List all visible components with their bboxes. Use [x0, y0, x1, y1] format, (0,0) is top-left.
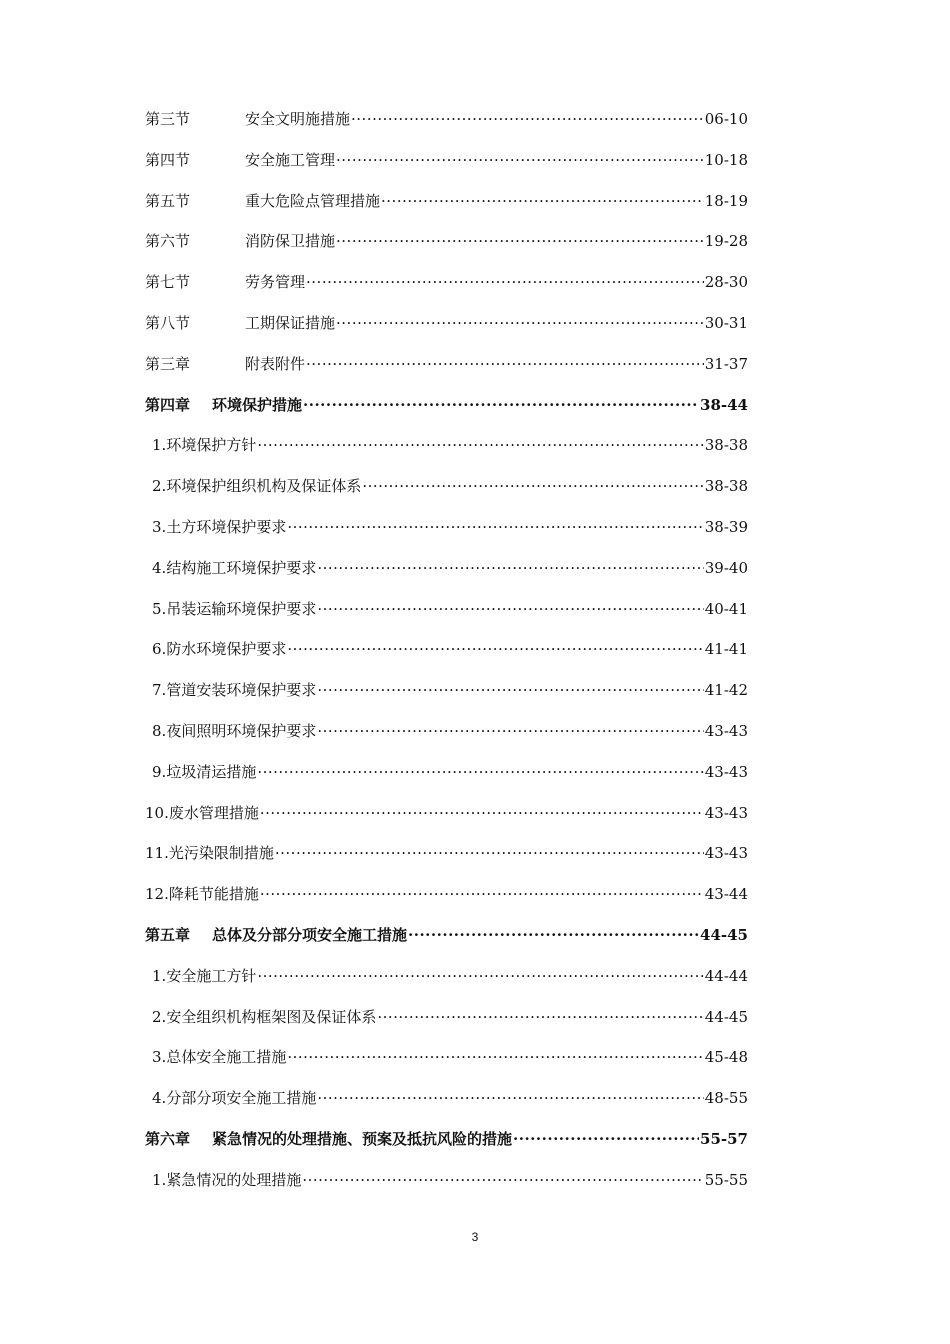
toc-entry [145, 344, 748, 385]
toc-entry-pages: 39-40 [704, 558, 748, 577]
toc-entry-number: 2. [152, 1007, 167, 1026]
toc-dot-leader [317, 1078, 703, 1119]
toc-entry-number: 2. [152, 477, 167, 496]
toc-entry-title: 防水环境保护要求 [166, 640, 287, 659]
toc-entry-pages: 44-44 [704, 966, 748, 985]
toc-entry-title: 总体安全施工措施 [166, 1048, 287, 1067]
toc-entry-pages: 06-10 [704, 110, 748, 128]
toc-entry-title: 结构施工环境保护要求 [166, 558, 317, 577]
toc-entry-pages: 44-45 [700, 925, 748, 944]
toc-entry-number: 第三章 [145, 354, 191, 373]
toc-entry-title: 紧急情况的处理措施 [166, 1170, 302, 1189]
toc-entry [145, 956, 748, 997]
page-number: 3 [471, 1230, 479, 1244]
toc-entry-pages: 28-30 [704, 273, 748, 292]
toc-entry-number: 6. [152, 640, 167, 659]
toc-entry-pages: 43-44 [704, 885, 748, 904]
toc-entry-title: 安全文明施措施 [245, 110, 351, 128]
toc-entry [145, 262, 748, 303]
toc-entry-number: 第七节 [145, 273, 191, 292]
toc-entry-number: 第三节 [145, 110, 191, 128]
toc-dot-leader [287, 1037, 703, 1078]
toc-entry-pages: 43-43 [704, 803, 748, 822]
toc-entry-title: 环境保护措施 [212, 395, 303, 414]
toc-dot-leader [336, 303, 704, 344]
toc-entry-title: 安全组织机构框架图及保证体系 [166, 1007, 377, 1026]
toc-dot-leader [287, 507, 703, 548]
toc-entry [145, 99, 748, 140]
toc-entry-title: 夜间照明环境保护要求 [166, 721, 317, 740]
toc-entry-pages: 43-43 [704, 844, 748, 863]
toc-entry-pages: 44-45 [704, 1007, 748, 1026]
toc-entry-number: 第五章 [145, 925, 191, 944]
toc-entry-number: 9. [152, 762, 167, 781]
toc-entry [145, 711, 748, 752]
toc-entry [145, 548, 748, 589]
toc-dot-leader [306, 344, 704, 385]
toc-entry-title: 工期保证措施 [245, 313, 336, 332]
toc-entry [145, 997, 748, 1038]
toc-entry-pages: 31-37 [704, 354, 748, 373]
toc-dot-leader [317, 589, 703, 630]
toc-entry-pages: 38-44 [700, 395, 748, 414]
toc-entry-number: 第四章 [145, 395, 191, 414]
toc-entry [145, 221, 748, 262]
toc-entry [145, 1078, 748, 1119]
toc-dot-leader [317, 711, 703, 752]
toc-entry [145, 752, 748, 793]
toc-dot-leader [306, 262, 704, 303]
toc-entry [145, 874, 748, 915]
toc-entry [145, 181, 748, 222]
toc-dot-leader [317, 548, 703, 589]
toc-entry-title: 土方环境保护要求 [166, 517, 287, 536]
toc-entry-pages: 43-43 [704, 762, 748, 781]
toc-entry-title: 垃圾清运措施 [166, 762, 257, 781]
toc-entry-number: 第六章 [145, 1129, 191, 1148]
toc-entry-pages: 10-18 [704, 150, 748, 169]
toc-chapter-entry [145, 385, 748, 426]
toc-entry [145, 833, 748, 874]
toc-dot-leader [362, 466, 703, 507]
toc-entry-number: 3. [152, 1048, 167, 1067]
toc-dot-leader [513, 1119, 699, 1160]
toc-entry-pages: 55-57 [700, 1129, 748, 1148]
toc-entry [145, 1160, 748, 1201]
toc-entry-pages: 45-48 [704, 1048, 748, 1067]
toc-chapter-entry [145, 915, 748, 956]
toc-entry-number: 3. [152, 517, 167, 536]
toc-entry-pages: 43-43 [704, 721, 748, 740]
toc-entry-title: 安全施工管理 [245, 150, 336, 169]
toc-dot-leader [257, 956, 703, 997]
toc-entry [145, 466, 748, 507]
toc-entry-title: 附表附件 [245, 354, 306, 373]
toc-entry-title: 劳务管理 [245, 273, 306, 292]
toc-dot-leader [317, 670, 703, 711]
toc-entry-title: 紧急情况的处理措施、预案及抵抗风险的措施 [212, 1129, 513, 1148]
toc-entry-number: 第五节 [145, 191, 191, 210]
toc-entry-pages: 48-55 [704, 1089, 748, 1108]
toc-entry [145, 425, 748, 466]
toc-dot-leader [260, 793, 704, 834]
toc-entry [145, 589, 748, 630]
toc-entry-title: 降耗节能措施 [168, 885, 259, 904]
toc-entry [145, 629, 748, 670]
toc-entry-pages: 38-38 [704, 477, 748, 496]
toc-entry-title: 废水管理措施 [168, 803, 259, 822]
toc-dot-leader [336, 140, 704, 181]
toc-entry-number: 第八节 [145, 313, 191, 332]
toc-entry [145, 507, 748, 548]
toc-entry-title: 光污染限制措施 [168, 844, 274, 863]
toc-entry-title: 消防保卫措施 [245, 232, 336, 251]
toc-entry-pages: 41-41 [704, 640, 748, 659]
toc-entry-number: 4. [152, 558, 167, 577]
toc-entry-pages: 18-19 [704, 191, 748, 210]
toc-dot-leader [257, 425, 703, 466]
toc-entry-title: 环境保护组织机构及保证体系 [166, 477, 362, 496]
toc-entry-title: 总体及分部分项安全施工措施 [212, 925, 408, 944]
toc-entry-number: 第六节 [145, 232, 191, 251]
toc-entry-title: 环境保护方针 [166, 436, 257, 455]
toc-entry-pages: 19-28 [704, 232, 748, 251]
toc-entry-pages: 30-31 [704, 313, 748, 332]
toc-chapter-entry [145, 1119, 748, 1160]
toc-dot-leader [408, 915, 699, 956]
table-of-contents [145, 99, 748, 1201]
toc-entry-title: 安全施工方针 [166, 966, 257, 985]
toc-entry-number: 1. [152, 966, 167, 985]
toc-entry-number: 8. [152, 721, 167, 740]
toc-entry-pages: 38-38 [704, 436, 748, 455]
toc-entry-number: 第四节 [145, 150, 191, 169]
toc-dot-leader [260, 874, 704, 915]
toc-entry-pages: 40-41 [704, 599, 748, 618]
toc-entry [145, 1037, 748, 1078]
toc-entry-pages: 55-55 [704, 1170, 748, 1189]
toc-entry-pages: 41-42 [704, 681, 748, 700]
toc-entry-number: 11. [145, 844, 169, 863]
toc-dot-leader [257, 752, 703, 793]
toc-entry-pages: 38-39 [704, 517, 748, 536]
toc-entry-number: 5. [152, 599, 167, 618]
toc-entry-title: 吊装运输环境保护要求 [166, 599, 317, 618]
toc-entry [145, 670, 748, 711]
toc-dot-leader [275, 833, 704, 874]
toc-dot-leader [287, 629, 703, 670]
toc-dot-leader [302, 1160, 703, 1201]
toc-entry-title: 重大危险点管理措施 [245, 191, 381, 210]
toc-entry-title: 管道安装环境保护要求 [166, 681, 317, 700]
toc-entry-title: 分部分项安全施工措施 [166, 1089, 317, 1108]
toc-entry [145, 793, 748, 834]
toc-entry [145, 303, 748, 344]
toc-entry-number: 1. [152, 1170, 167, 1189]
toc-dot-leader [381, 181, 704, 222]
toc-entry-number: 12. [145, 885, 169, 904]
toc-entry-number: 1. [152, 436, 167, 455]
toc-dot-leader [351, 99, 704, 140]
toc-entry-number: 10. [145, 803, 169, 822]
toc-dot-leader [377, 997, 703, 1038]
toc-entry-number: 4. [152, 1089, 167, 1108]
toc-entry-number: 7. [152, 681, 167, 700]
toc-entry [145, 140, 748, 181]
toc-dot-leader [336, 221, 704, 262]
toc-dot-leader [303, 385, 699, 426]
